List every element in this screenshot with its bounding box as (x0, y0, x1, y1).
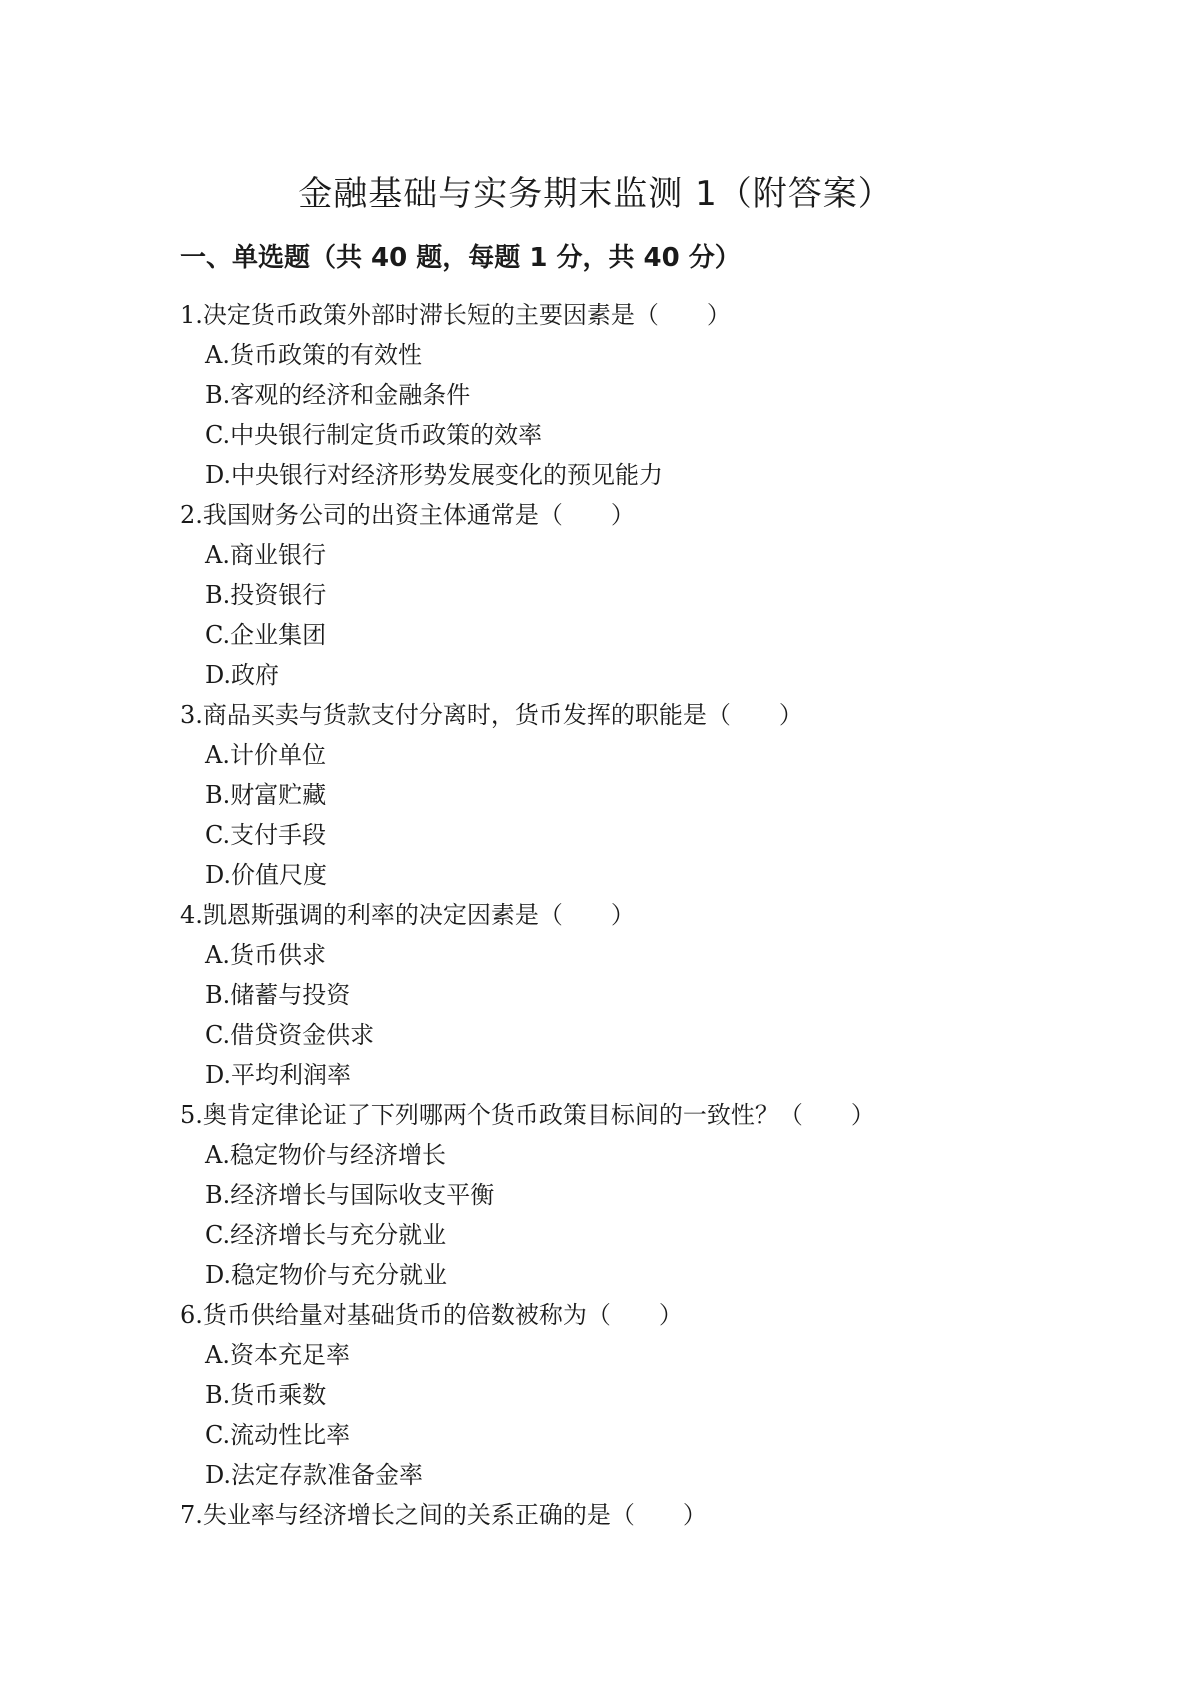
question-stem: 6.货币供给量对基础货币的倍数被称为（ ） (180, 1301, 683, 1329)
answer-option: A.货币供求 (205, 941, 326, 969)
answer-option: D.稳定物价与充分就业 (205, 1261, 448, 1289)
question-stem: 1.决定货币政策外部时滞长短的主要因素是（ ） (180, 301, 731, 329)
answer-option: C.流动性比率 (205, 1421, 351, 1449)
answer-option: D.中央银行对经济形势发展变化的预见能力 (205, 461, 664, 489)
answer-option: A.稳定物价与经济增长 (205, 1141, 446, 1169)
question-stem: 7.失业率与经济增长之间的关系正确的是（ ） (180, 1501, 707, 1529)
answer-option: C.经济增长与充分就业 (205, 1221, 447, 1249)
answer-option: A.计价单位 (205, 741, 326, 769)
question-stem: 3.商品买卖与货款支付分离时，货币发挥的职能是（ ） (180, 701, 803, 729)
question-stem: 4.凯恩斯强调的利率的决定因素是（ ） (180, 901, 635, 929)
answer-option: B.客观的经济和金融条件 (205, 381, 471, 409)
answer-option: B.经济增长与国际收支平衡 (205, 1181, 495, 1209)
answer-option: B.投资银行 (205, 581, 327, 609)
question-stem: 2.我国财务公司的出资主体通常是（ ） (180, 501, 635, 529)
answer-option: A.货币政策的有效性 (205, 341, 422, 369)
answer-option: D.平均利润率 (205, 1061, 352, 1089)
answer-option: C.企业集团 (205, 621, 327, 649)
document-title: 金融基础与实务期末监测 1（附答案） (298, 174, 893, 214)
answer-option: C.中央银行制定货币政策的效率 (205, 421, 543, 449)
section-heading: 一、单选题（共 40 题，每题 1 分，共 40 分） (180, 243, 741, 273)
answer-option: A.商业银行 (205, 541, 326, 569)
answer-option: D.价值尺度 (205, 861, 328, 889)
answer-option: D.法定存款准备金率 (205, 1461, 424, 1489)
answer-option: D.政府 (205, 661, 280, 689)
answer-option: A.资本充足率 (205, 1341, 350, 1369)
question-list (180, 295, 1080, 1535)
answer-option: C.借贷资金供求 (205, 1021, 375, 1049)
answer-option: C.支付手段 (205, 821, 327, 849)
question-stem: 5.奥肯定律论证了下列哪两个货币政策目标间的一致性？（ ） (180, 1101, 875, 1129)
answer-option: B.储蓄与投资 (205, 981, 351, 1009)
answer-option: B.货币乘数 (205, 1381, 327, 1409)
answer-option: B.财富贮藏 (205, 781, 327, 809)
